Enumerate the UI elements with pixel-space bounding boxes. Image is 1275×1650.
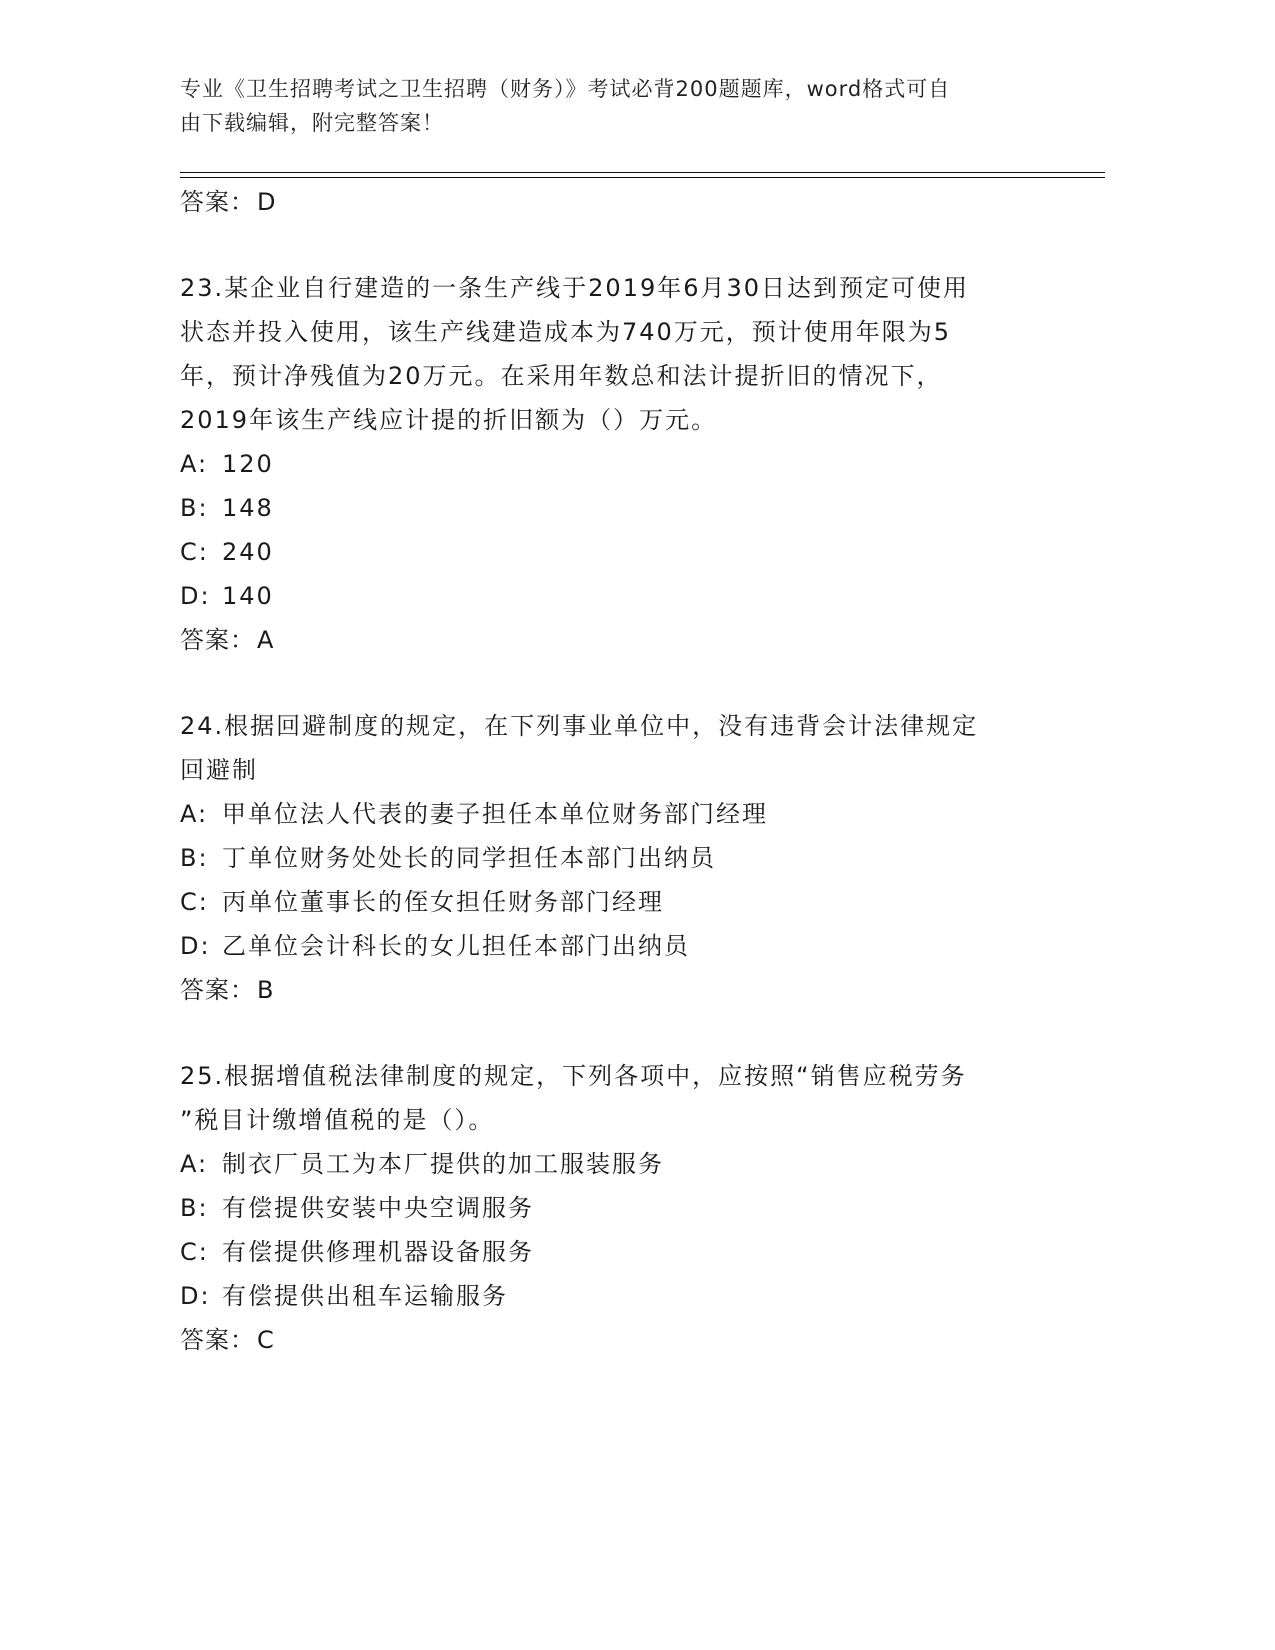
question-answer <box>180 968 1060 1012</box>
option-b <box>180 486 1060 530</box>
stem-line: 回避制 <box>180 756 258 784</box>
question-24 <box>180 704 1060 1012</box>
option-text: 240 <box>222 538 274 566</box>
option-letter: A: <box>180 1150 209 1178</box>
option-letter: A: <box>180 800 209 828</box>
question-stem <box>180 266 1060 442</box>
option-letter: D: <box>180 582 211 610</box>
option-letter: D: <box>180 932 211 960</box>
stem-line: 25.根据增值税法律制度的规定，下列各项中，应按照“销售应税劳务 <box>180 1062 967 1090</box>
option-c <box>180 880 1060 924</box>
header-line-1: 专业《卫生招聘考试之卫生招聘（财务）》考试必背200题题库，word格式可自 <box>180 77 951 101</box>
previous-answer <box>180 180 1060 224</box>
option-c <box>180 530 1060 574</box>
stem-line: 2019年该生产线应计提的折旧额为（）万元。 <box>180 406 718 434</box>
answer-value: B <box>257 976 275 1004</box>
stem-line: 状态并投入使用，该生产线建造成本为740万元，预计使用年限为5 <box>180 318 952 346</box>
question-stem <box>180 704 1060 792</box>
option-b <box>180 836 1060 880</box>
header-line-2: 由下载编辑，附完整答案！ <box>180 111 444 135</box>
option-text: 甲单位法人代表的妻子担任本单位财务部门经理 <box>222 800 768 828</box>
option-text: 乙单位会计科长的女儿担任本部门出纳员 <box>222 932 690 960</box>
stem-line: 23.某企业自行建造的一条生产线于2019年6月30日达到预定可使用 <box>180 274 970 302</box>
question-answer <box>180 618 1060 662</box>
stem-line: 年，预计净残值为20万元。在采用年数总和法计提折旧的情况下， <box>180 362 943 390</box>
answer-label: 答案： <box>180 626 255 654</box>
option-letter: B: <box>180 1194 209 1222</box>
option-letter: C: <box>180 888 209 916</box>
answer-value: A <box>257 626 275 654</box>
option-a <box>180 1142 1060 1186</box>
header-rule-top <box>180 172 1105 173</box>
option-letter: B: <box>180 844 209 872</box>
document-header <box>180 72 1030 140</box>
option-text: 有偿提供修理机器设备服务 <box>222 1238 534 1266</box>
option-a <box>180 792 1060 836</box>
option-d <box>180 1274 1060 1318</box>
stem-line: 24.根据回避制度的规定，在下列事业单位中，没有违背会计法律规定 <box>180 712 979 740</box>
answer-label: 答案： <box>180 976 255 1004</box>
option-d <box>180 924 1060 968</box>
question-25 <box>180 1054 1060 1362</box>
option-text: 丁单位财务处处长的同学担任本部门出纳员 <box>222 844 716 872</box>
option-b <box>180 1186 1060 1230</box>
question-content <box>180 180 1060 1362</box>
option-letter: C: <box>180 1238 209 1266</box>
option-text: 140 <box>222 582 274 610</box>
option-text: 有偿提供出租车运输服务 <box>222 1282 508 1310</box>
question-23 <box>180 266 1060 662</box>
question-answer <box>180 1318 1060 1362</box>
answer-value: C <box>257 1326 275 1354</box>
option-text: 148 <box>222 494 274 522</box>
answer-label: 答案： <box>180 1326 255 1354</box>
question-stem <box>180 1054 1060 1142</box>
option-text: 制衣厂员工为本厂提供的加工服装服务 <box>222 1150 664 1178</box>
option-c <box>180 1230 1060 1274</box>
option-a <box>180 442 1060 486</box>
option-text: 丙单位董事长的侄女担任财务部门经理 <box>222 888 664 916</box>
option-text: 120 <box>222 450 274 478</box>
option-text: 有偿提供安装中央空调服务 <box>222 1194 534 1222</box>
answer-value: D <box>257 188 277 216</box>
option-letter: B: <box>180 494 209 522</box>
option-letter: A: <box>180 450 209 478</box>
header-rule-bottom <box>180 177 1105 178</box>
option-d <box>180 574 1060 618</box>
option-letter: D: <box>180 1282 211 1310</box>
option-letter: C: <box>180 538 209 566</box>
stem-line: ”税目计缴增值税的是（）。 <box>180 1106 495 1134</box>
answer-label: 答案： <box>180 188 255 216</box>
